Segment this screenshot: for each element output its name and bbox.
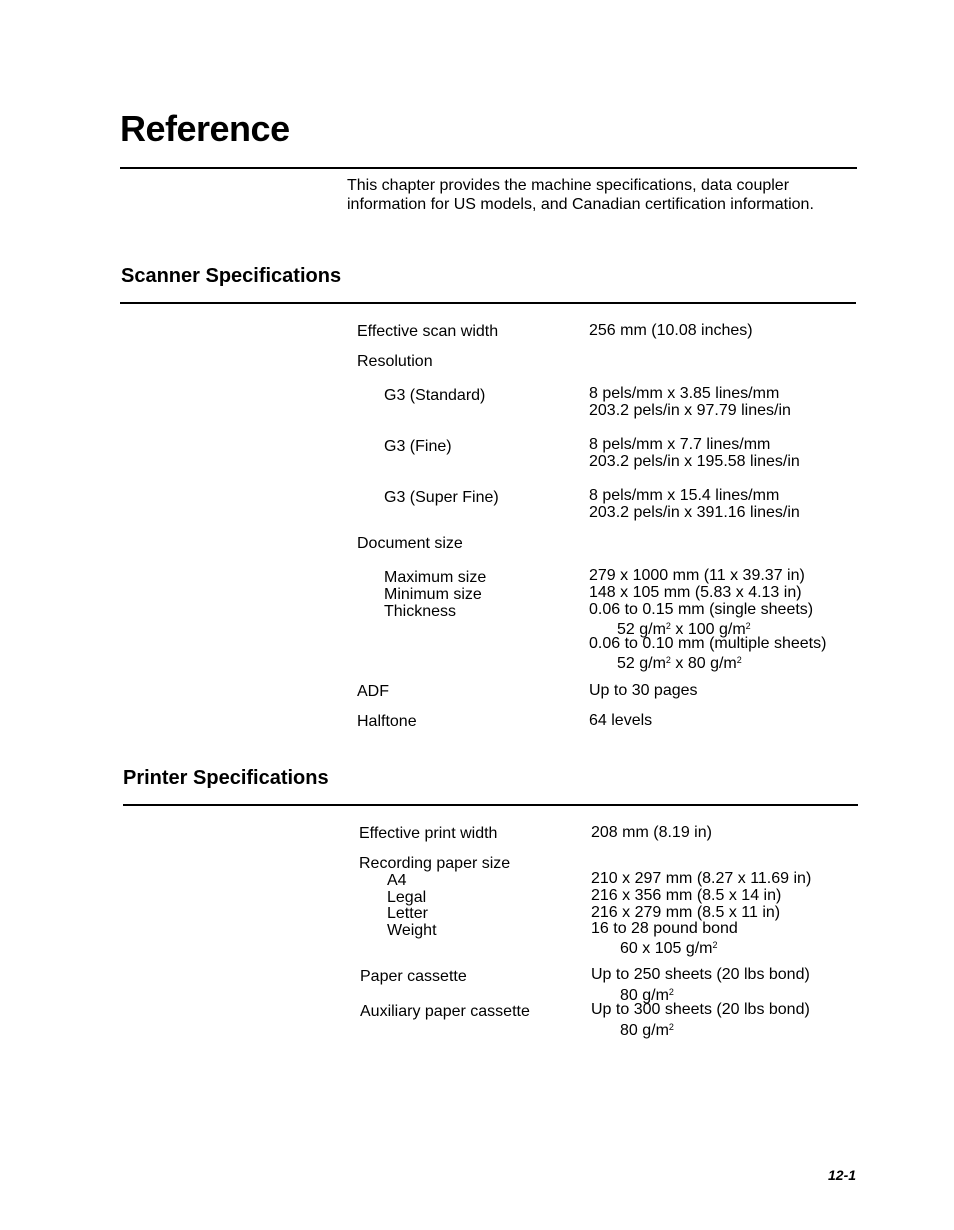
- scanner-rule: [120, 302, 856, 304]
- thickness-single-weight: 52 $g/m^2$ x 100 $g/m^2$: [617, 621, 751, 638]
- legal-label: Legal: [387, 889, 427, 906]
- weight-value: 16 to 28 pound bond: [591, 920, 738, 937]
- aux-cassette-value: Up to 300 sheets (20 lbs bond): [591, 1001, 810, 1018]
- paper-cassette-value: Up to 250 sheets (20 lbs bond): [591, 966, 810, 983]
- g3-standard-value-metric: 8 pels/mm x 3.85 lines/mm: [589, 385, 780, 402]
- g3-superfine-value-imperial: 203.2 pels/in x 391.16 lines/in: [589, 504, 800, 521]
- max-size-label: Maximum size: [384, 569, 487, 586]
- thickness-label: Thickness: [384, 603, 457, 620]
- legal-value: 216 x 356 mm (8.5 x 14 in): [591, 887, 782, 904]
- max-size-value: 279 x 1000 mm (11 x 39.37 in): [589, 567, 805, 584]
- paper-cassette-label: Paper cassette: [360, 968, 467, 985]
- thickness-multi-value: 0.06 to 0.10 mm (multiple sheets): [589, 635, 827, 652]
- aux-cassette-metric: 80 $g/m^2$: [620, 1022, 674, 1039]
- printer-rule: [123, 804, 858, 806]
- min-size-value: 148 x 105 mm (5.83 x 4.13 in): [589, 584, 802, 601]
- title-rule: [120, 167, 857, 169]
- weight-label: Weight: [387, 922, 437, 939]
- intro-paragraph: This chapter provides the machine specifications, data coupler information for US models, and Canadian certification information.: [347, 177, 814, 213]
- adf-label: ADF: [357, 683, 389, 700]
- g3-fine-value-imperial: 203.2 pels/in x 195.58 lines/in: [589, 453, 800, 470]
- weight-metric-value: 60 x 105 $g/m^2$: [620, 940, 718, 957]
- letter-label: Letter: [387, 905, 428, 922]
- g3-standard-label: G3 (Standard): [384, 387, 486, 404]
- thickness-single-value: 0.06 to 0.15 mm (single sheets): [589, 601, 814, 618]
- a4-value: 210 x 297 mm (8.27 x 11.69 in): [591, 870, 812, 887]
- scanner-section-heading: Scanner Specifications: [121, 265, 342, 287]
- print-width-value: 208 mm (8.19 in): [591, 824, 712, 841]
- page-title: Reference: [120, 108, 290, 149]
- g3-superfine-label: G3 (Super Fine): [384, 489, 499, 506]
- print-width-label: Effective print width: [359, 825, 498, 842]
- min-size-label: Minimum size: [384, 586, 482, 603]
- printer-section-heading: Printer Specifications: [123, 767, 329, 789]
- aux-cassette-label: Auxiliary paper cassette: [360, 1003, 530, 1020]
- halftone-value: 64 levels: [589, 712, 653, 729]
- g3-standard-value-imperial: 203.2 pels/in x 97.79 lines/in: [589, 402, 791, 419]
- g3-fine-label: G3 (Fine): [384, 438, 452, 455]
- page-number: 12-1: [828, 1167, 857, 1183]
- letter-value: 216 x 279 mm (8.5 x 11 in): [591, 904, 781, 921]
- a4-label: A4: [387, 872, 407, 889]
- paper-cassette-metric: 80 $g/m^2$: [620, 987, 674, 1004]
- paper-size-label: Recording paper size: [359, 855, 511, 872]
- document-size-label: Document size: [357, 535, 463, 552]
- g3-superfine-value-metric: 8 pels/mm x 15.4 lines/mm: [589, 487, 780, 504]
- halftone-label: Halftone: [357, 713, 417, 730]
- scan-width-value: 256 mm (10.08 inches): [589, 322, 753, 339]
- thickness-multi-weight: 52 $g/m^2$ x 80 $g/m^2$: [617, 655, 742, 672]
- resolution-label: Resolution: [357, 353, 433, 370]
- scan-width-label: Effective scan width: [357, 323, 499, 340]
- g3-fine-value-metric: 8 pels/mm x 7.7 lines/mm: [589, 436, 771, 453]
- adf-value: Up to 30 pages: [589, 682, 698, 699]
